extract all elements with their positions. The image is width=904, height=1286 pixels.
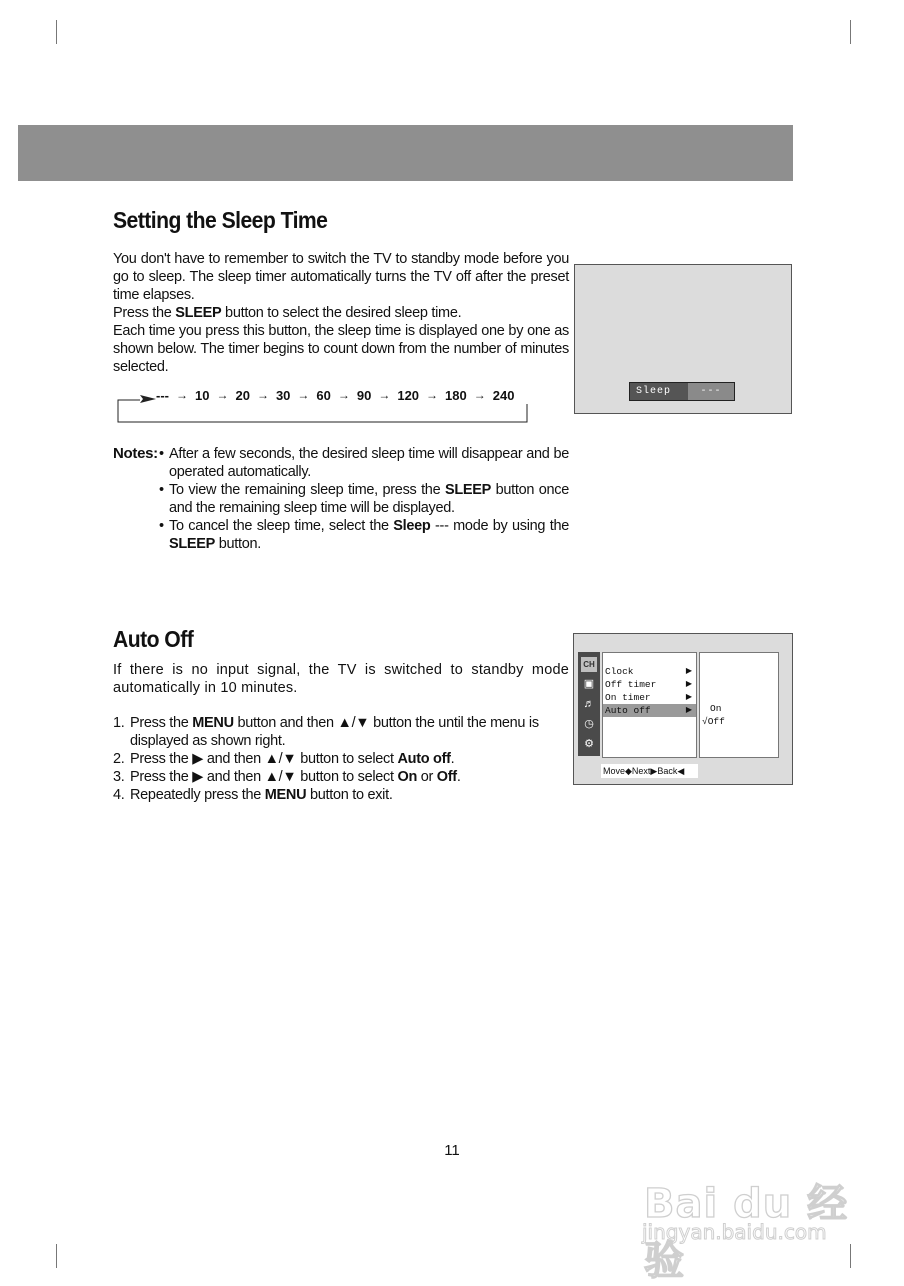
tv-screen-menu — [573, 633, 793, 785]
autooff-intro: If there is no input signal, the TV is switched to standby mode automatically in 10 minutes. — [113, 662, 569, 696]
menu-item-auto-off[interactable]: Auto off ▶ — [603, 704, 696, 717]
setup-icon[interactable]: ⚙ — [584, 737, 594, 750]
sleep-section-title: Setting the Sleep Time — [113, 207, 328, 233]
chevron-right-icon: ▶ — [685, 693, 692, 702]
seq-item: 60 — [316, 387, 331, 403]
option-off[interactable]: √Off — [702, 716, 725, 727]
chevron-right-icon: ▶ — [685, 706, 692, 715]
tv-screen-sleep — [574, 264, 792, 414]
sleep-para1: You don't have to remember to switch the TV to standby mode before you go to sleep. The sleep timer automatically turns the TV off after the preset time elapses. — [113, 251, 569, 303]
sound-icon[interactable]: ♬ — [583, 697, 595, 710]
step-item: 1. Press the MENU button and then ▲/▼ button the until the menu is displayed as shown right. — [113, 715, 539, 749]
sleep-osd — [629, 382, 735, 401]
sleep-intro — [113, 250, 569, 376]
seq-item: 90 — [356, 387, 372, 403]
menu-nav-hint: Move◆Next▶Back◀ — [601, 764, 698, 778]
channel-icon[interactable]: CH — [581, 657, 597, 672]
seq-item: 180 — [445, 387, 467, 403]
seq-item: --- — [156, 387, 169, 403]
seq-item: 240 — [492, 387, 515, 403]
sleep-key: SLEEP — [175, 305, 222, 321]
seq-arrow-icon: → — [473, 388, 486, 402]
note-item: • After a few seconds, the desired sleep time will disappear and be operated automatically. — [159, 445, 569, 481]
note-item: • To cancel the sleep time, select the Sleep --- mode by using the SLEEP button. — [159, 517, 569, 553]
seq-item: 20 — [235, 387, 250, 403]
seq-arrow-icon: → — [426, 388, 439, 402]
sleep-notes — [113, 445, 569, 553]
notes-label: Notes: — [113, 445, 158, 462]
menu-item-clock[interactable]: Clock ▶ — [605, 666, 692, 677]
step-item: 4. Repeatedly press the MENU button to exit. — [113, 787, 393, 803]
page-number: 11 — [444, 1142, 460, 1159]
watermark — [638, 1148, 858, 1284]
menu-item-on-timer[interactable]: On timer ▶ — [605, 692, 692, 703]
header-band — [18, 125, 793, 181]
seq-arrow-icon: → — [216, 388, 229, 402]
watermark-url: jingyan.baidu.com — [642, 1220, 827, 1244]
seq-item: 10 — [195, 387, 210, 403]
menu-item-off-timer[interactable]: Off timer ▶ — [605, 679, 692, 690]
auto-off-submenu — [699, 652, 779, 758]
sleep-osd-value: --- — [688, 383, 734, 400]
clock-icon[interactable]: ◷ — [584, 717, 594, 730]
menu-icon-bar — [578, 652, 600, 756]
note-item: • To view the remaining sleep time, press the SLEEP button once and the remaining sleep time will be displayed. — [159, 481, 569, 517]
step-item: 2. Press the ▶ and then ▲/▼ button to select Auto off. — [113, 751, 455, 767]
seq-arrow-icon: → — [378, 388, 391, 402]
seq-arrow-icon: → — [337, 388, 350, 402]
picture-icon[interactable]: ▣ — [583, 677, 595, 690]
sleep-para2-pre: Press the — [113, 305, 176, 321]
option-on[interactable]: On — [710, 703, 722, 714]
seq-item: 120 — [397, 387, 420, 403]
sleep-para3: Each time you press this button, the sleep time is displayed one by one as shown below. The timer begins to count down from the number of minutes selected. — [113, 323, 569, 375]
crop-mark-top-right — [850, 20, 851, 44]
chevron-right-icon: ▶ — [685, 680, 692, 689]
seq-arrow-icon: → — [297, 388, 310, 402]
sleep-para2-post: button to select the desired sleep time. — [221, 305, 462, 321]
sleep-sequence — [156, 386, 514, 404]
autooff-steps — [113, 714, 569, 804]
seq-item: 30 — [275, 387, 291, 403]
step-item: 3. Press the ▶ and then ▲/▼ button to select On or Off. — [113, 769, 461, 785]
sleep-osd-label: Sleep — [630, 383, 688, 400]
crop-mark-top-left — [56, 20, 57, 44]
chevron-right-icon: ▶ — [685, 667, 692, 676]
seq-arrow-icon: → — [176, 388, 188, 402]
seq-arrow-icon: → — [256, 388, 269, 402]
crop-mark-bottom-left — [56, 1244, 57, 1268]
check-icon: √ — [702, 716, 708, 727]
autooff-section-title: Auto Off — [113, 626, 194, 652]
watermark-brand: Bai du 经验 — [644, 1181, 849, 1284]
time-menu — [602, 652, 697, 758]
